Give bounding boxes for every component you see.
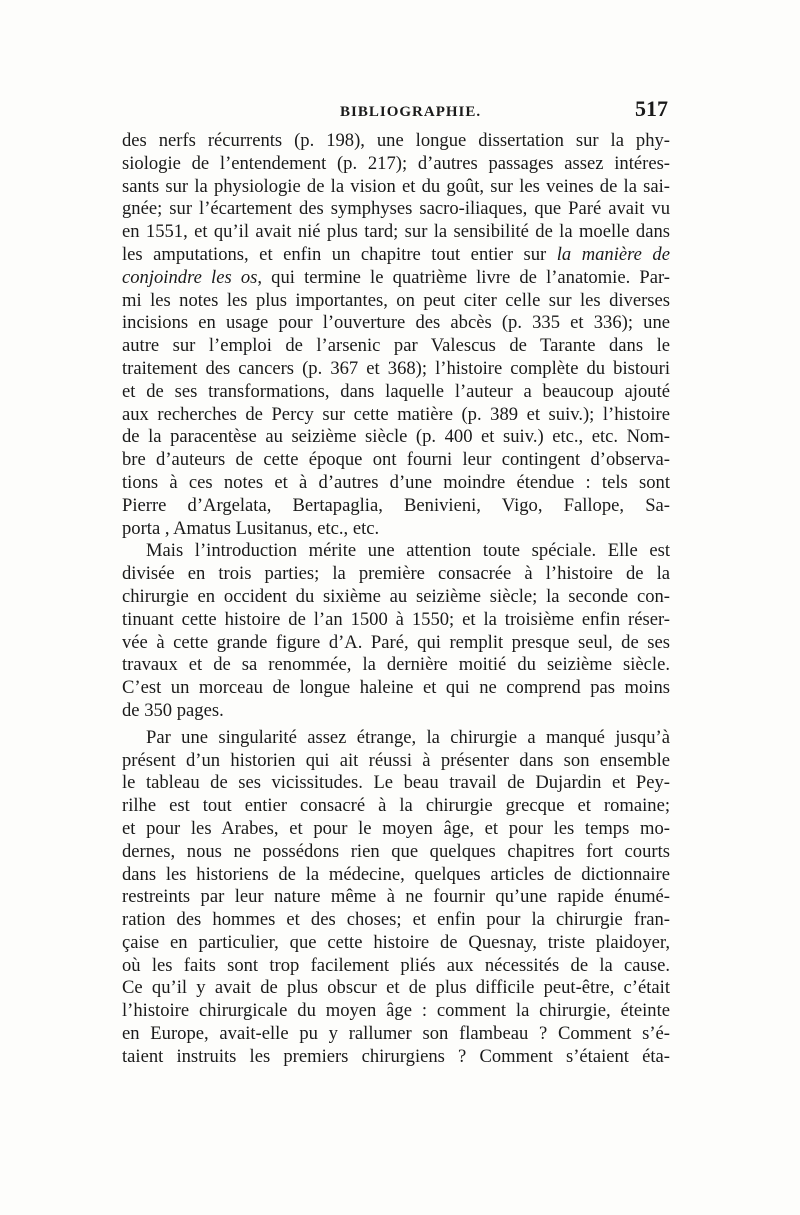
text-line: restreints par leur nature même à ne fournir qu’une rapide énumé- <box>122 886 670 908</box>
text-line: rilhe est tout entier consacré à la chirurgie grecque et romaine; <box>122 795 670 817</box>
text-line: divisée en trois parties; la première consacrée à l’histoire de la <box>122 563 670 585</box>
text-line: des nerfs récurrents (p. 198), une longue dissertation sur la phy- <box>122 130 670 151</box>
text-line: bre d’auteurs de cette époque ont fourni leur contingent d’observa- <box>122 449 670 471</box>
italic-phrase: la manière de <box>556 243 670 265</box>
text-line: le tableau de ses vicissitudes. Le beau travail de Dujardin et Pey- <box>122 772 670 794</box>
text-line: taient instruits les premiers chirurgiens ? Comment s’étaient éta- <box>122 1045 670 1067</box>
text-line: Ce qu’il y avait de plus obscur et de plus difficile peut-être, c’était <box>122 977 670 999</box>
text-line: mi les notes les plus importantes, on peut citer celle sur les diverses <box>122 289 670 311</box>
text-line: en 1551, et qu’il avait nié plus tard; sur la sensibilité de la moelle dans <box>122 221 670 243</box>
running-title: BIBLIOGRAPHIE. <box>340 104 482 120</box>
text-line: autre sur l’emploi de l’arsenic par Valescus de Tarante dans le <box>122 335 670 357</box>
text-line: et de ses transformations, dans laquelle l’auteur a beaucoup ajouté <box>122 380 670 402</box>
text-line <box>122 267 670 290</box>
text-line: chirurgie en occident du sixième au seizième siècle; la seconde con- <box>122 585 670 607</box>
text-line: gnée; sur l’écartement des symphyses sacro-iliaques, que Paré avait vu <box>122 198 670 220</box>
text-line: aux recherches de Percy sur cette matière (p. 389 et suiv.); l’histoire <box>122 403 670 425</box>
text-line: où les faits sont trop facilement pliés aux nécessités de la cause. <box>122 954 670 976</box>
text-line: sants sur la physiologie de la vision et du goût, sur les veines de la sai- <box>122 175 670 197</box>
text-line: porta , Amatus Lusitanus, etc., etc. <box>122 517 380 539</box>
text-line: en Europe, avait-elle pu y rallumer son flambeau ? Comment s’é- <box>122 1023 670 1045</box>
page-header <box>122 96 668 126</box>
text-line: travaux et de sa renommée, la dernière moitié du seizième siècle. <box>122 654 670 676</box>
text-line: dans les historiens de la médecine, quelques articles de dictionnaire <box>122 863 670 885</box>
text-line: ration des hommes et des choses; et enfin pour la chirurgie fran- <box>122 909 670 931</box>
text-line: l’histoire chirurgicale du moyen âge : comment la chirurgie, éteinte <box>122 1000 670 1022</box>
text-line: incisions en usage pour l’ouverture des abcès (p. 335 et 336); une <box>122 312 670 334</box>
text-line: siologie de l’entendement (p. 217); d’autres passages assez intéres- <box>122 152 670 174</box>
text-line: et pour les Arabes, et pour le moyen âge, et pour les temps mo- <box>122 817 670 839</box>
text-line: dernes, nous ne possédons rien que quelques chapitres fort courts <box>122 840 670 862</box>
text-line: C’est un morceau de longue haleine et qui ne comprend pas moins <box>122 677 670 699</box>
text-line <box>122 244 670 267</box>
text-line: tions à ces notes et à d’autres d’une moindre étendue : tels sont <box>122 471 670 493</box>
text-line: traitement des cancers (p. 367 et 368); l’histoire complète du bistouri <box>122 357 670 379</box>
text-line: çaise en particulier, que cette histoire de Quesnay, triste plaidoyer, <box>122 931 670 953</box>
text-run: les amputations, et enfin un chapitre tout entier sur <box>122 243 547 265</box>
text-line: présent d’un historien qui ait réussi à présenter dans son ensemble <box>122 749 670 771</box>
text-line: Par une singularité assez étrange, la chirurgie a manqué jusqu’à <box>146 726 670 748</box>
text-line: vée à cette grande figure d’A. Paré, qui remplit presque seul, de ses <box>122 631 670 653</box>
text-run: , qui termine le quatrième livre de l’anatomie. Par- <box>257 266 670 288</box>
text-line: de 350 pages. <box>122 699 224 721</box>
italic-phrase: conjoindre les os <box>122 266 258 288</box>
text-line: tinuant cette histoire de l’an 1500 à 1550; et la troisième enfin réser- <box>122 608 670 630</box>
page-number: 517 <box>635 96 668 121</box>
text-line: de la paracentèse au seizième siècle (p. 400 et suiv.) etc., etc. Nom- <box>122 426 670 448</box>
text-line: Mais l’introduction mérite une attention toute spéciale. Elle est <box>146 540 670 562</box>
text-line: Pierre d’Argelata, Bertapaglia, Benivieni, Vigo, Fallope, Sa- <box>122 494 670 516</box>
body-text <box>122 130 670 1069</box>
